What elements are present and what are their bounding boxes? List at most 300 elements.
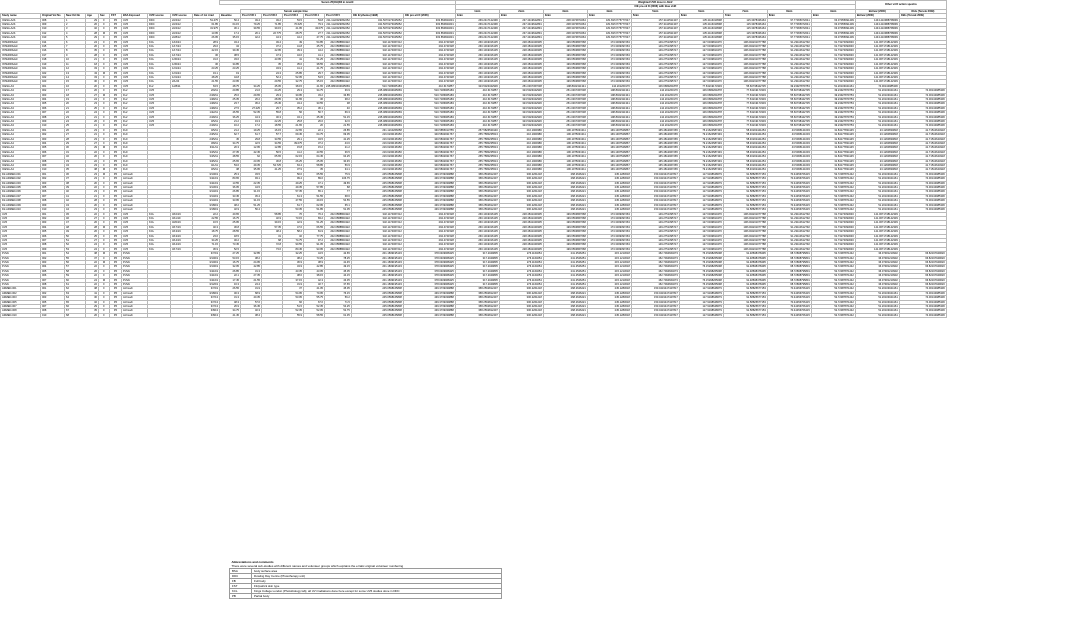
- cell-r55-c26[interactable]: 52.72387871242: [811, 260, 855, 264]
- cell-r57-c9[interactable]: 3/11/19: [193, 269, 220, 273]
- cell-r4-c26[interactable]: 63.07055991409: [811, 36, 855, 40]
- cell-r26-c25[interactable]: 43.5095121003: [767, 133, 811, 137]
- cell-r22-c0[interactable]: ICESA-A3: [1, 115, 41, 119]
- cell-r30-c19[interactable]: 216.1909386: [499, 150, 543, 154]
- cell-r35-c11[interactable]: 33.5: [241, 172, 262, 176]
- cell-r49-c12[interactable]: 31: [262, 234, 283, 238]
- cell-r66-c15[interactable]: 52.75: [325, 309, 352, 313]
- cell-r2-c4[interactable]: F: [99, 27, 110, 31]
- cell-r34-c15[interactable]: 34.1: [325, 168, 352, 172]
- cell-r60-c27[interactable]: 36.07481210902: [855, 283, 899, 287]
- cell-r25-c0[interactable]: ICESA-A4: [1, 128, 41, 132]
- cell-r40-c26[interactable]: 52.72387871242: [811, 194, 855, 198]
- cell-r50-c27[interactable]: 141.0671748142339: [855, 238, 899, 242]
- cell-r32-c16[interactable]: 216.6230138150: [351, 159, 403, 163]
- cell-r24-c21[interactable]: 198.8022311341: [587, 124, 631, 128]
- cell-r51-c15[interactable]: 202.0588804322: [325, 243, 352, 247]
- cell-r25-c26[interactable]: 31.84177834145: [811, 128, 855, 132]
- cell-r17-c27[interactable]: 51.20103044161: [855, 93, 899, 97]
- cell-r66-c25[interactable]: 70.44456706415: [767, 309, 811, 313]
- cell-r18-c21[interactable]: 198.8022311341: [587, 97, 631, 101]
- cell-r45-c8[interactable]: 3/11/19: [171, 216, 193, 220]
- cell-r16-c19[interactable]: 323.5023342936: [499, 89, 543, 93]
- cell-r48-c26[interactable]: 61.73274093046: [811, 230, 855, 234]
- cell-r10-c8[interactable]: 1/30/24: [171, 62, 193, 66]
- cell-r14-c9[interactable]: 21.55: [193, 80, 220, 84]
- cell-r12-c4[interactable]: M: [99, 71, 110, 75]
- cell-r28-c1[interactable]: 004: [41, 142, 65, 146]
- cell-r15-c25[interactable]: 39.23927879753: [767, 84, 811, 88]
- cell-r56-c19[interactable]: 276.1164054: [499, 265, 543, 269]
- cell-r7-c23[interactable]: 127.6049810476: [679, 49, 723, 53]
- cell-r0-c17[interactable]: 303.854824631: [403, 18, 455, 22]
- cell-r64-c23[interactable]: 117.9198648679: [679, 300, 723, 304]
- cell-r43-c16[interactable]: 245.0568165808: [351, 208, 403, 212]
- cell-r51-c5[interactable]: P6: [110, 243, 122, 247]
- cell-r21-c15[interactable]: 66.3: [325, 111, 352, 115]
- cell-r4-c17[interactable]: 303.854824631: [403, 36, 455, 40]
- cell-r41-c2[interactable]: 42: [65, 199, 86, 203]
- cell-r55-c0[interactable]: PUVA: [1, 260, 41, 264]
- cell-r52-c19[interactable]: 228.4841349305: [499, 247, 543, 251]
- cell-r62-c6[interactable]: Arrimedi: [122, 291, 148, 295]
- cell-r1-c5[interactable]: P6: [110, 23, 122, 27]
- cell-r43-c5[interactable]: P6: [110, 208, 122, 212]
- cell-r24-c22[interactable]: 144.201260176: [631, 124, 679, 128]
- cell-r46-c3[interactable]: 26: [86, 221, 99, 225]
- cell-r48-c20[interactable]: 199.6563867668: [543, 230, 587, 234]
- cell-r30-c22[interactable]: 165.4812967265: [631, 150, 679, 154]
- cell-r17-c10[interactable]: 25.6: [220, 93, 241, 97]
- cell-r39-c27[interactable]: 51.20103044161: [855, 190, 899, 194]
- cell-r7-c20[interactable]: 199.6563867668: [543, 49, 587, 53]
- cell-r60-c13[interactable]: 31.9: [283, 283, 304, 287]
- cell-r48-c4[interactable]: F: [99, 230, 110, 234]
- cell-r63-c21[interactable]: 245.1283018: [587, 296, 631, 300]
- cell-r62-c27[interactable]: 51.20103044161: [855, 291, 899, 295]
- cell-r63-c3[interactable]: 30: [86, 296, 99, 300]
- cell-r31-c4[interactable]: F: [99, 155, 110, 159]
- cell-r1-c6[interactable]: UV6: [122, 23, 148, 27]
- cell-r7-c14[interactable]: 44.2: [304, 49, 325, 53]
- cell-r15-c14[interactable]: 41.65: [304, 84, 325, 88]
- cell-r30-c6[interactable]: FL9: [122, 150, 148, 154]
- cell-r14-c25[interactable]: 91.23110612792: [767, 80, 811, 84]
- cell-r5-c27[interactable]: 141.0671748142339: [855, 40, 899, 44]
- cell-r13-c6[interactable]: UV6: [122, 75, 148, 79]
- cell-r58-c27[interactable]: 36.07481210902: [855, 274, 899, 278]
- cell-r13-c8[interactable]: 1/31/24: [171, 75, 193, 79]
- cell-r58-c4[interactable]: F: [99, 274, 110, 278]
- cell-r42-c27[interactable]: 51.20103044161: [855, 203, 899, 207]
- cell-r63-c26[interactable]: 52.72387871242: [811, 296, 855, 300]
- cell-r25-c10[interactable]: 21.2: [220, 128, 241, 132]
- cell-r2-c10[interactable]: 30.1: [220, 27, 241, 31]
- cell-r10-c15[interactable]: 202.0588804322: [325, 62, 352, 66]
- cell-r4-c22[interactable]: 157.3413511307: [631, 36, 679, 40]
- cell-r2-c17[interactable]: 303.854824631: [403, 27, 455, 31]
- cell-r11-c27[interactable]: 141.0671748142339: [855, 67, 899, 71]
- cell-r65-c28[interactable]: 74.00134985306: [899, 305, 946, 309]
- cell-r2-c8[interactable]: 2/24/12: [171, 27, 193, 31]
- cell-r21-c23[interactable]: 106.6680201878: [679, 111, 723, 115]
- cell-r38-c6[interactable]: Arrimedi: [122, 186, 148, 190]
- cell-r38-c18[interactable]: 358.2562812407: [455, 186, 499, 190]
- cell-r15-c5[interactable]: P6: [110, 84, 122, 88]
- cell-r7-c19[interactable]: 228.4841349305: [499, 49, 543, 53]
- cell-r19-c24[interactable]: 77.63219173303: [723, 102, 767, 106]
- cell-r27-c0[interactable]: ICESA-A4: [1, 137, 41, 141]
- cell-r39-c22[interactable]: 150.0419447427817: [631, 190, 679, 194]
- cell-r9-c21[interactable]: 173.3039397263: [587, 58, 631, 62]
- cell-r33-c6[interactable]: FL9: [122, 164, 148, 168]
- cell-r38-c22[interactable]: 150.0419447427817: [631, 186, 679, 190]
- cell-r67-c0[interactable]: ARMED-010: [1, 313, 41, 317]
- cell-r54-c15[interactable]: 78.25: [325, 256, 352, 260]
- cell-r4-c15[interactable]: 211.1122029052252: [326, 36, 350, 40]
- cell-r5-c10[interactable]: 34.4: [220, 40, 241, 44]
- cell-r32-c2[interactable]: 33: [65, 159, 86, 163]
- cell-r29-c18[interactable]: 255.7580235513: [455, 146, 499, 150]
- cell-r22-c1[interactable]: 008: [41, 115, 65, 119]
- cell-r4-c10[interactable]: 35.15: [220, 36, 241, 40]
- cell-r28-c2[interactable]: 29: [65, 142, 86, 146]
- cell-r12-c9[interactable]: 19.1: [193, 71, 220, 75]
- cell-r38-c4[interactable]: F: [99, 186, 110, 190]
- cell-r7-c0[interactable]: INTERDSA2c: [1, 49, 41, 53]
- cell-r66-c21[interactable]: 245.1283018: [587, 309, 631, 313]
- cell-r61-c11[interactable]: 31.9: [241, 287, 262, 291]
- cell-r12-c6[interactable]: UV6: [122, 71, 148, 75]
- cell-r20-c7[interactable]: UV6: [148, 106, 171, 110]
- cell-r3-c20[interactable]: 208.3074873264: [543, 31, 587, 35]
- cell-r19-c18[interactable]: 410.6174857: [455, 102, 499, 106]
- cell-r7-c9[interactable]: 42.15: [193, 49, 220, 53]
- cell-r15-c8[interactable]: 1/28/11: [171, 84, 193, 88]
- cell-r21-c28[interactable]: 74.00134985306: [899, 111, 946, 115]
- cell-r65-c6[interactable]: Arrimedi: [122, 305, 148, 309]
- cell-r48-c10[interactable]: 28.55: [220, 230, 241, 234]
- cell-r15-c0[interactable]: ICESA-A3: [1, 84, 41, 88]
- cell-r9-c20[interactable]: 199.6563867668: [543, 58, 587, 62]
- cell-r34-c23[interactable]: 79.21624587449: [679, 168, 723, 172]
- cell-r63-c22[interactable]: 150.0419447427817: [631, 296, 679, 300]
- cell-r18-c22[interactable]: 144.201260176: [631, 97, 679, 101]
- cell-r50-c19[interactable]: 228.4841349305: [499, 238, 543, 242]
- cell-r12-c0[interactable]: INTERDSA2c: [1, 71, 41, 75]
- cell-r0-c26[interactable]: 63.07055991409: [811, 18, 855, 22]
- cell-r61-c13[interactable]: 37: [283, 287, 304, 291]
- cell-r65-c10[interactable]: 26.9: [220, 305, 241, 309]
- cell-r62-c20[interactable]: 268.2626221: [543, 291, 587, 295]
- cell-r9-c26[interactable]: 61.73274093046: [811, 58, 855, 62]
- cell-r57-c26[interactable]: 52.72387871242: [811, 269, 855, 273]
- cell-r42-c14[interactable]: 62.95: [304, 203, 325, 207]
- cell-r14-c10[interactable]: 23.95: [220, 80, 241, 84]
- cell-r49-c1[interactable]: 006: [41, 234, 65, 238]
- cell-r23-c25[interactable]: 55.60738442735: [767, 119, 811, 123]
- cell-r53-c20[interactable]: 241.2526251: [543, 252, 587, 256]
- cell-r36-c26[interactable]: 52.72387871242: [811, 177, 855, 181]
- cell-r1-c23[interactable]: 135.2116319598: [679, 23, 723, 27]
- cell-r33-c12[interactable]: 54.725: [262, 164, 283, 168]
- cell-r2-c14[interactable]: 43.075: [304, 27, 325, 31]
- cell-r60-c1[interactable]: 008: [41, 283, 65, 287]
- cell-r26-c28[interactable]: 41.71510644918: [899, 133, 946, 137]
- cell-r27-c14[interactable]: 34.5: [304, 137, 325, 141]
- cell-r38-c5[interactable]: P6: [110, 186, 122, 190]
- cell-r1-c20[interactable]: 208.3074873264: [543, 23, 587, 27]
- cell-r65-c2[interactable]: 66: [65, 305, 86, 309]
- cell-r19-c4[interactable]: F: [99, 102, 110, 106]
- cell-r54-c18[interactable]: 317.2049805: [455, 256, 499, 260]
- cell-r9-c18[interactable]: 260.1019316135: [455, 58, 499, 62]
- cell-r55-c9[interactable]: 3/10/19: [193, 260, 220, 264]
- cell-r16-c2[interactable]: 17: [65, 89, 86, 93]
- cell-r53-c10[interactable]: 27.25: [220, 252, 241, 256]
- cell-r54-c17[interactable]: 378.0409968425: [403, 256, 455, 260]
- cell-r4-c20[interactable]: 208.3074873264: [543, 36, 587, 40]
- cell-r31-c23[interactable]: 79.21624587449: [679, 155, 723, 159]
- cell-r23-c22[interactable]: 144.201260176: [631, 119, 679, 123]
- cell-r56-c25[interactable]: 68.72808795801: [767, 265, 811, 269]
- cell-r32-c22[interactable]: 165.4812967265: [631, 159, 679, 163]
- cell-r60-c21[interactable]: 215.1213018: [587, 283, 631, 287]
- cell-r0-c21[interactable]: 181.6972775777047: [587, 18, 631, 22]
- cell-r48-c24[interactable]: 108.294231077788: [723, 230, 767, 234]
- cell-r7-c17[interactable]: 294.4741528: [403, 49, 455, 53]
- cell-r9-c2[interactable]: 10: [65, 58, 86, 62]
- cell-r53-c14[interactable]: 44.5: [304, 252, 325, 256]
- cell-r28-c6[interactable]: FL9: [122, 142, 148, 146]
- cell-r50-c3[interactable]: 27: [86, 238, 99, 242]
- cell-r15-c18[interactable]: 323.5023342936: [455, 84, 499, 88]
- cell-r30-c26[interactable]: 31.84177834145: [811, 150, 855, 154]
- cell-r1-c15[interactable]: 211.1122029052252: [326, 23, 350, 27]
- cell-r48-c19[interactable]: 228.4841349305: [499, 230, 543, 234]
- cell-r30-c25[interactable]: 43.5095121003: [767, 150, 811, 154]
- cell-r39-c18[interactable]: 358.2562812407: [455, 190, 499, 194]
- cell-r16-c28[interactable]: 74.00134985306: [899, 89, 946, 93]
- cell-r59-c25[interactable]: 68.72808795801: [767, 278, 811, 282]
- cell-r15-c12[interactable]: 45.05: [262, 84, 283, 88]
- cell-r42-c26[interactable]: 52.72387871242: [811, 203, 855, 207]
- cell-r12-c3[interactable]: 43: [86, 71, 99, 75]
- cell-r18-c13[interactable]: 31.65: [283, 97, 304, 101]
- cell-r59-c10[interactable]: 17.45: [220, 278, 241, 282]
- cell-r3-c9[interactable]: 13.95: [193, 31, 220, 35]
- cell-r3-c3[interactable]: 28: [86, 31, 99, 35]
- cell-r50-c2[interactable]: 51: [65, 238, 86, 242]
- cell-r56-c16[interactable]: 201.1839195133: [351, 265, 403, 269]
- cell-r39-c6[interactable]: Arrimedi: [122, 190, 148, 194]
- cell-r29-c10[interactable]: 20.3: [220, 146, 241, 150]
- cell-r21-c7[interactable]: UV6: [148, 111, 171, 115]
- cell-r19-c21[interactable]: 198.8022311341: [587, 102, 631, 106]
- cell-r61-c15[interactable]: 45.05: [325, 287, 352, 291]
- cell-r60-c19[interactable]: 276.1164054: [499, 283, 543, 287]
- cell-r31-c28[interactable]: 41.71510644918: [899, 155, 946, 159]
- cell-r63-c25[interactable]: 70.44456706415: [767, 296, 811, 300]
- cell-r32-c3[interactable]: 22: [86, 159, 99, 163]
- cell-r19-c11[interactable]: 36.2: [241, 102, 262, 106]
- cell-r54-c14[interactable]: 73.25: [304, 256, 325, 260]
- cell-r0-c9[interactable]: 51.475: [193, 18, 220, 22]
- cell-r35-c4[interactable]: M: [99, 172, 110, 176]
- cell-r52-c20[interactable]: 199.6563867668: [543, 247, 587, 251]
- cell-r24-c6[interactable]: FL2: [122, 124, 148, 128]
- cell-r36-c15[interactable]: 106.75: [325, 177, 352, 181]
- cell-r17-c5[interactable]: P6: [110, 93, 122, 97]
- cell-r27-c9[interactable]: 2/25/11: [193, 137, 220, 141]
- cell-r24-c11[interactable]: 17.2: [241, 124, 262, 128]
- cell-r54-c22[interactable]: 152.7094664073: [631, 256, 679, 260]
- cell-r2-c19[interactable]: 237.4419622891: [499, 27, 543, 31]
- cell-r9-c3[interactable]: 21: [86, 58, 99, 62]
- cell-r40-c20[interactable]: 268.2626221: [543, 194, 587, 198]
- cell-r59-c27[interactable]: 36.07481210902: [855, 278, 899, 282]
- cell-r5-c24[interactable]: 108.294231077788: [723, 40, 767, 44]
- cell-r30-c27[interactable]: 23.1260830818: [855, 150, 899, 154]
- cell-r62-c28[interactable]: 74.00134985306: [899, 291, 946, 295]
- cell-r20-c15[interactable]: 40: [325, 106, 352, 110]
- cell-r41-c3[interactable]: 28: [86, 199, 99, 203]
- cell-r52-c23[interactable]: 127.6049810476: [679, 247, 723, 251]
- cell-r47-c24[interactable]: 108.294231077788: [723, 225, 767, 229]
- cell-r16-c7[interactable]: UV6: [148, 89, 171, 93]
- cell-r52-c16[interactable]: 332.1174067212: [351, 247, 403, 251]
- cell-r17-c14[interactable]: 33.2: [304, 93, 325, 97]
- cell-r53-c24[interactable]: 91.48838478495: [723, 252, 767, 256]
- cell-r26-c24[interactable]: 58.46202441254: [723, 133, 767, 137]
- cell-r42-c20[interactable]: 268.2626221: [543, 203, 587, 207]
- cell-r46-c25[interactable]: 91.23110612792: [767, 221, 811, 225]
- cell-r57-c22[interactable]: 152.7094664073: [631, 269, 679, 273]
- cell-r39-c4[interactable]: F: [99, 190, 110, 194]
- cell-r47-c12[interactable]: 57.35: [262, 225, 283, 229]
- cell-r23-c0[interactable]: ICESA-A3: [1, 119, 41, 123]
- cell-r41-c10[interactable]: 33.95: [220, 199, 241, 203]
- cell-r23-c18[interactable]: 410.6174857: [455, 119, 499, 123]
- cell-r32-c17[interactable]: 340.5832931767: [403, 159, 455, 163]
- cell-r7-c1[interactable]: 016: [41, 49, 65, 53]
- cell-r19-c7[interactable]: UV6: [148, 102, 171, 106]
- cell-r26-c3[interactable]: 21: [86, 133, 99, 137]
- cell-r52-c26[interactable]: 61.73274093046: [811, 247, 855, 251]
- cell-r27-c4[interactable]: F: [99, 137, 110, 141]
- cell-r15-c19[interactable]: 251.0467367038: [499, 84, 543, 88]
- cell-r57-c25[interactable]: 68.72808795801: [767, 269, 811, 273]
- cell-r25-c28[interactable]: 41.71510644918: [899, 128, 946, 132]
- cell-r37-c27[interactable]: 51.20103044161: [855, 181, 899, 185]
- cell-r23-c12[interactable]: 22.25: [262, 119, 283, 123]
- cell-r44-c19[interactable]: 228.4841349305: [499, 212, 543, 216]
- cell-r27-c24[interactable]: 58.46202441254: [723, 137, 767, 141]
- cell-r32-c5[interactable]: P6: [110, 159, 122, 163]
- cell-r20-c26[interactable]: 39.23927879753: [811, 106, 855, 110]
- cell-r5-c13[interactable]: 49: [283, 40, 304, 44]
- cell-r47-c8[interactable]: 3/17/19: [171, 225, 193, 229]
- cell-r18-c2[interactable]: 19: [65, 97, 86, 101]
- cell-r10-c10[interactable]: 34.85: [220, 62, 241, 66]
- cell-r54-c4[interactable]: F: [99, 256, 110, 260]
- cell-r19-c0[interactable]: ICESA-A3: [1, 102, 41, 106]
- cell-r42-c18[interactable]: 358.2562812407: [455, 203, 499, 207]
- cell-r29-c1[interactable]: 005: [41, 146, 65, 150]
- cell-r31-c19[interactable]: 216.1909386: [499, 155, 543, 159]
- cell-r9-c19[interactable]: 228.4841349305: [499, 58, 543, 62]
- cell-r19-c28[interactable]: 74.00134985306: [899, 102, 946, 106]
- cell-r46-c13[interactable]: 42.9: [283, 221, 304, 225]
- cell-r28-c15[interactable]: 43.6: [325, 142, 352, 146]
- cell-r66-c0[interactable]: ARMED-008: [1, 309, 41, 313]
- cell-r24-c28[interactable]: 74.00134985306: [899, 124, 946, 128]
- cell-r65-c20[interactable]: 268.2626221: [543, 305, 587, 309]
- cell-r10-c19[interactable]: 228.4841349305: [499, 62, 543, 66]
- cell-r61-c5[interactable]: P6: [110, 287, 122, 291]
- cell-r19-c19[interactable]: 323.5023342936: [499, 102, 543, 106]
- cell-r43-c2[interactable]: 44: [65, 208, 86, 212]
- cell-r57-c2[interactable]: 58: [65, 269, 86, 273]
- cell-r27-c22[interactable]: 165.4812967265: [631, 137, 679, 141]
- cell-r14-c4[interactable]: F: [99, 80, 110, 84]
- cell-r28-c20[interactable]: 196.1975031311: [543, 142, 587, 146]
- cell-r64-c9[interactable]: 3/7/13: [193, 300, 220, 304]
- cell-r27-c15[interactable]: 41.25: [325, 137, 352, 141]
- cell-r7-c2[interactable]: 8: [65, 49, 86, 53]
- cell-r64-c24[interactable]: 91.58825677153: [723, 300, 767, 304]
- cell-r33-c28[interactable]: 41.71510644918: [899, 164, 946, 168]
- cell-r4-c16[interactable]: 341.5070273045052: [351, 36, 403, 40]
- cell-r9-c25[interactable]: 91.23110612792: [767, 58, 811, 62]
- cell-r37-c2[interactable]: 38: [65, 181, 86, 185]
- cell-r61-c24[interactable]: 91.58825677153: [723, 287, 767, 291]
- cell-r21-c16[interactable]: 245.0849043945669: [351, 111, 403, 115]
- cell-r5-c4[interactable]: F: [99, 40, 110, 44]
- cell-r31-c21[interactable]: 169.1937526867: [587, 155, 631, 159]
- cell-r36-c19[interactable]: 306.2261218: [499, 177, 543, 181]
- cell-r4-c14[interactable]: 47.75: [304, 36, 325, 40]
- cell-r22-c16[interactable]: 245.0849043945669: [351, 115, 403, 119]
- cell-r52-c22[interactable]: 149.2751395717: [631, 247, 679, 251]
- cell-r56-c27[interactable]: 36.07481210902: [855, 265, 899, 269]
- cell-r10-c12[interactable]: 35: [262, 62, 283, 66]
- cell-r62-c19[interactable]: 306.2261218: [499, 291, 543, 295]
- cell-r8-c22[interactable]: 149.2751395717: [631, 53, 679, 57]
- table-row[interactable]: [1, 313, 947, 317]
- cell-r19-c20[interactable]: 251.0467367038: [543, 102, 587, 106]
- cell-r5-c26[interactable]: 61.73274093046: [811, 40, 855, 44]
- cell-r1-c0[interactable]: ICESA-A2b: [1, 23, 41, 27]
- cell-r17-c7[interactable]: UV6: [148, 93, 171, 97]
- cell-r25-c9[interactable]: 4/5/11: [193, 128, 220, 132]
- cell-r18-c23[interactable]: 106.6680201878: [679, 97, 723, 101]
- cell-r6-c14[interactable]: 45.75: [304, 45, 325, 49]
- cell-r16-c13[interactable]: 29.3: [283, 89, 304, 93]
- cell-r3-c19[interactable]: 237.4419622891: [499, 31, 543, 35]
- cell-r44-c5[interactable]: P6: [110, 212, 122, 216]
- cell-r20-c24[interactable]: 77.63219173303: [723, 106, 767, 110]
- cell-r14-c17[interactable]: 294.4741528: [403, 80, 455, 84]
- cell-r52-c10[interactable]: 52.5: [220, 247, 241, 251]
- cell-r19-c2[interactable]: 20: [65, 102, 86, 106]
- cell-r45-c3[interactable]: 27: [86, 216, 99, 220]
- cell-r15-c3[interactable]: 20: [86, 84, 99, 88]
- cell-r18-c15[interactable]: 38.2: [325, 97, 352, 101]
- cell-r63-c23[interactable]: 117.9198648679: [679, 296, 723, 300]
- cell-r14-c0[interactable]: INTERDSA2c: [1, 80, 41, 84]
- cell-r4-c12[interactable]: 44.3: [262, 36, 283, 40]
